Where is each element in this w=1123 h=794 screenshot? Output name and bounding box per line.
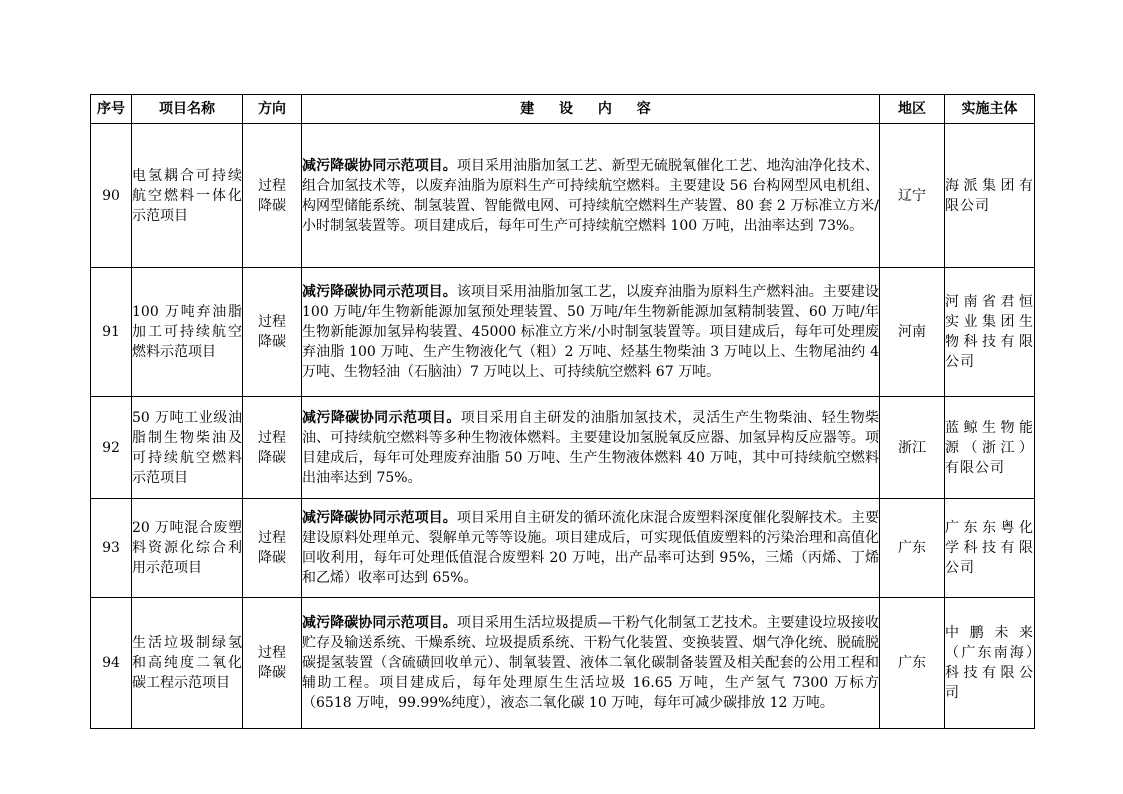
row-no: 94 [91,598,132,729]
row-content [302,268,880,397]
table-header-row [91,95,1035,124]
direction-line: 过程 [258,314,286,330]
header-region: 地区 [880,95,945,124]
projects-table [90,94,1035,729]
table-row [91,397,1035,499]
row-entity: 河南省君恒实业集团生物科技有限公司 [945,268,1035,397]
direction-line: 降碳 [258,334,286,350]
row-project-name: 20 万吨混合废塑料资源化综合利用示范项目 [132,499,243,598]
header-no: 序号 [91,95,132,124]
direction-line: 过程 [258,645,286,661]
row-no: 93 [91,499,132,598]
row-direction [243,124,302,268]
content-body: 项目采用自主研发的循环流化床混合废塑料深度催化裂解技术。主要建设原料处理单元、裂解单元等等设施。项目建成后，可实现低值废塑料的污染治理和高值化回收利用，每年可处理低值混合废塑料 20 万吨，出产品率可达到 95%，三烯（丙烯、丁烯和乙烯）收率可达到 65%。 [302,510,880,586]
row-region: 辽宁 [880,124,945,268]
row-region: 浙江 [880,397,945,499]
content-lead: 减污降碳协同示范项目。 [302,409,461,426]
direction-line: 降碳 [258,449,286,466]
row-content [302,598,880,729]
row-direction [243,598,302,729]
row-entity: 中鹏未来（广东南海）科技有限公司 [945,598,1035,729]
row-project-name: 生活垃圾制绿氢和高纯度二氧化碳工程示范项目 [132,598,243,729]
direction-line: 过程 [258,177,286,194]
header-name: 项目名称 [132,95,243,124]
row-direction [243,268,302,397]
direction-line: 降碳 [258,550,286,566]
row-no: 91 [91,268,132,397]
row-project-name: 电氢耦合可持续航空燃料一体化示范项目 [132,124,243,268]
row-content [302,397,880,499]
row-entity: 海派集团有限公司 [945,124,1035,268]
content-lead: 减污降碳协同示范项目。 [302,157,457,174]
row-no: 92 [91,397,132,499]
content-body: 项目采用油脂加氢工艺、新型无硫脱氧催化工艺、地沟油净化技术、组合加氢技术等，以废弃油脂为原料生产可持续航空燃料。主要建设 56 台构网型风电机组、构网型储能系统、制氢装置、智能微电网、可持续航空燃料生产装置、80 套 2 万标准立方米/小时制氢装置等。项目建成后，每年可生产可持续航空燃料 100 万吨，出油率达到 73%。 [302,157,880,234]
row-entity: 广东东粤化学科技有限公司 [945,499,1035,598]
row-no: 90 [91,124,132,268]
direction-line: 降碳 [258,665,286,681]
row-region: 广东 [880,598,945,729]
row-content [302,499,880,598]
row-project-name: 50 万吨工业级油脂制生物柴油及可持续航空燃料示范项目 [132,397,243,499]
row-entity: 蓝鲸生物能源（浙江）有限公司 [945,397,1035,499]
content-lead: 减污降碳协同示范项目。 [302,284,457,300]
content-lead: 减污降碳协同示范项目。 [302,615,457,631]
content-body: 该项目采用油脂加氢工艺，以废弃油脂为原料生产燃料油。主要建设 100 万吨/年生物新能源加氢预处理装置、50 万吨/年生物新能源加氢精制装置、60 万吨/年生物新能源加氢异构装置、45000 标准立方米/小时制氢装置等。项目建成后，每年可处理废弃油脂 100 万吨、生产生物液化气（粗）2 万吨、烃基生物柴油 3 万吨以上、生物尾油约 4 万吨、生物轻油（石脑油）7 万吨以上、可持续航空燃料 67 万吨。 [302,284,880,380]
row-direction [243,397,302,499]
table-row [91,598,1035,729]
content-body: 项目采用生活垃圾提质—干粉气化制氢工艺技术。主要建设垃圾接收贮存及输送系统、干燥系统、垃圾提质系统、干粉气化装置、变换装置、烟气净化统、脱硫脱碳提氢装置（含硫磺回收单元）、制氧装置、液体二氧化碳制备装置及相关配套的公用工程和辅助工程。项目建成后，每年处理原生生活垃圾 16.65 万吨，生产氢气 7300 万标方（6518 万吨，99.99%纯度），液态二氧化碳 10 万吨，每年可减少碳排放 12 万吨。 [302,615,880,711]
table-row [91,499,1035,598]
header-direction: 方向 [243,95,302,124]
row-content [302,124,880,268]
direction-line: 降碳 [258,197,286,214]
header-entity: 实施主体 [945,95,1035,124]
direction-line: 过程 [258,429,286,446]
table-row [91,268,1035,397]
row-region: 广东 [880,499,945,598]
content-body: 项目采用自主研发的油脂加氢技术，灵活生产生物柴油、轻生物柴油、可持续航空燃料等多种生物液体燃料。主要建设加氢脱氧反应器、加氢异构反应器等。项目建成后，每年可处理废弃油脂 50 万吨、生产生物液体燃料 40 万吨，其中可持续航空燃料出油率达到 75%。 [302,409,880,486]
table-row [91,124,1035,268]
row-region: 河南 [880,268,945,397]
direction-line: 过程 [258,530,286,546]
content-lead: 减污降碳协同示范项目。 [302,510,457,526]
row-direction [243,499,302,598]
header-content: 建 设 内 容 [302,95,880,124]
row-project-name: 100 万吨弃油脂加工可持续航空燃料示范项目 [132,268,243,397]
